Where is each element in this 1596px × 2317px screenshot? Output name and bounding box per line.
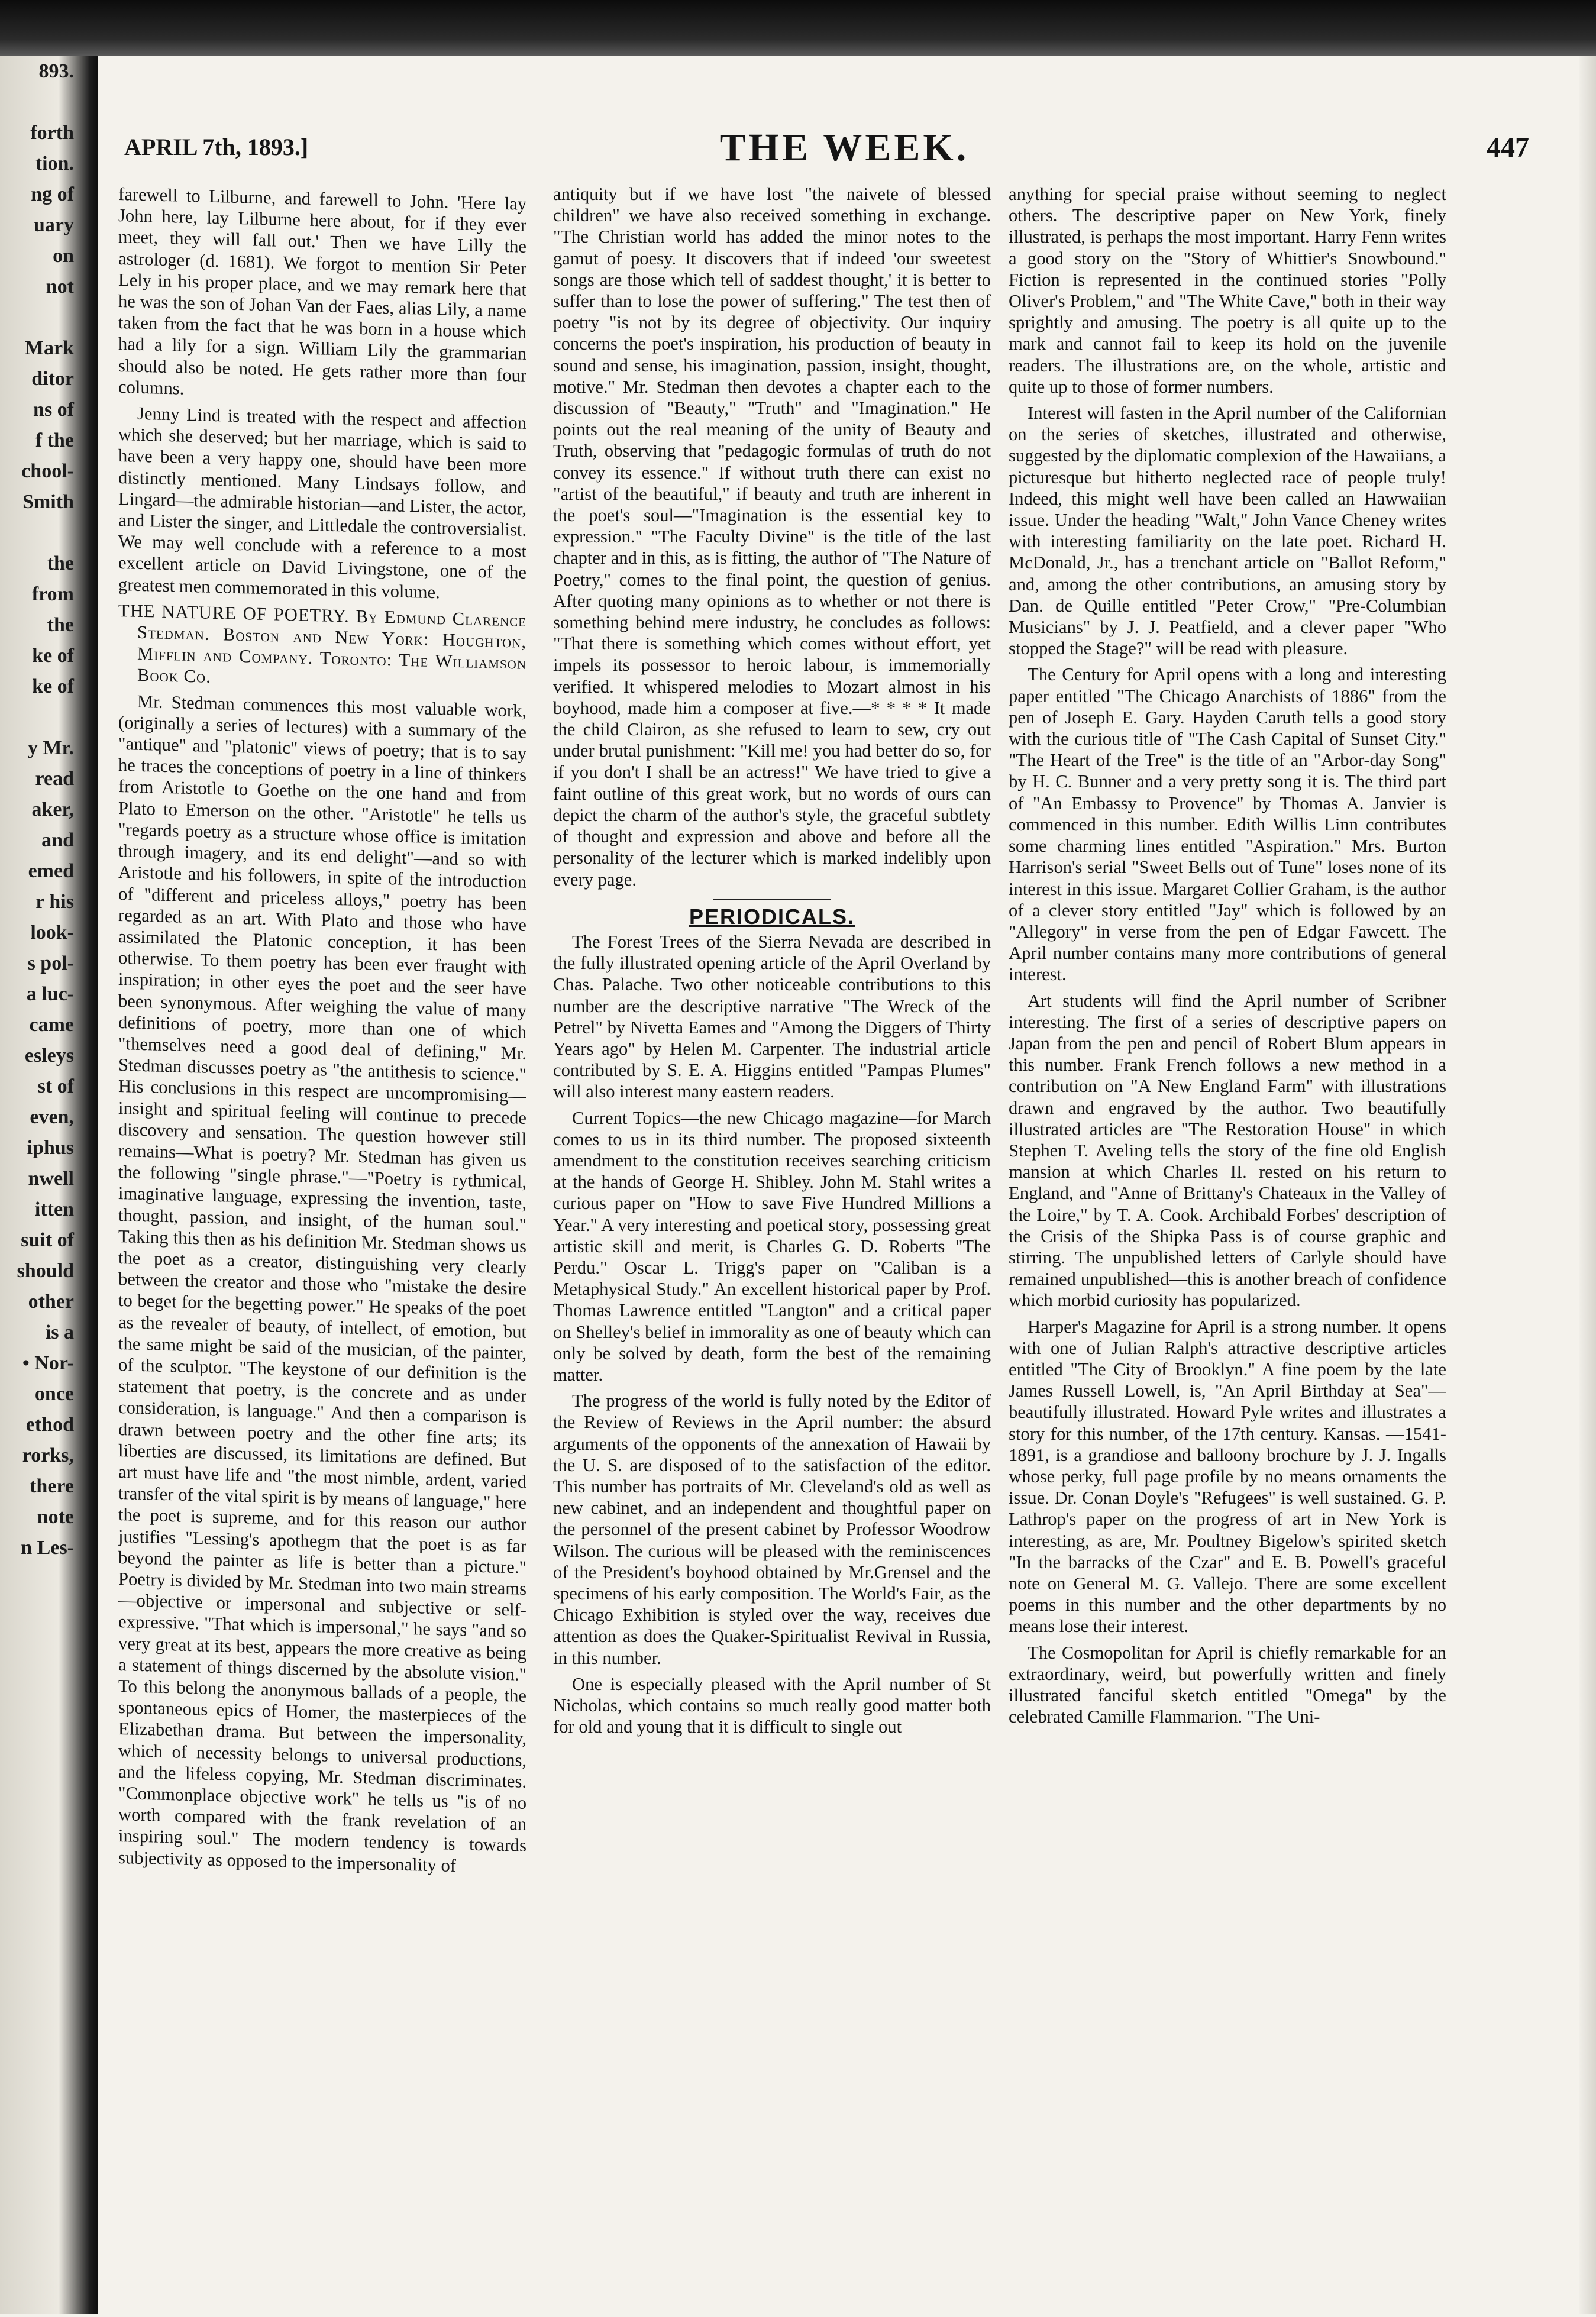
facing-page-edge	[0, 56, 98, 2314]
periodical-paragraph: Interest will fasten in the April number of the Californian on the series of sketches, illustrated and otherwise, suggested by the diplomatic complexion of the Hawaiians, a picturesque but hitherto neglected race of people truly! Indeed, this might well have been called an Hawwaiian issue. Under the heading "Walt," John Vance Cheney writes with interesting familiarity on the late poet. Richard H. McDonald, Jr., has a trenchant article on "Ballot Reform," and, among the other contributions, an amusing story by Dan. de Quille entitled "Peter Crow," "Pre-Columbian Musicians" by J. J. Peatfield, and a clever paper "Who stopped the Stage?" will be read with pleasure.	[1009, 403, 1446, 659]
article-columns	[118, 183, 1571, 2307]
periodical-paragraph: Art students will find the April number of Scribner interesting. The first of a series of descriptive papers on Japan from the pen and pencil of Robert Blum appears in this number. Frank French follows a new method in a contribution on "A New England Farm" with illustrations drawn and engraved by the author. Two beautifully illustrated articles are "The Restoration House" in which Stephen T. Aveling tells the story of the fine old English mansion at which Charles II. rested on his return to England, and "Anne of Brittany's Chateaux in the Valley of the Loire," by T. A. Cook. Archibald Forbes' description of the Crisis of the Shipka Pass is of course graphic and stirring. The unpublished letters of Carlyle should have remained unpublished—this is another breach of confidence which morbid curiosity has popularized.	[1009, 990, 1446, 1311]
periodical-paragraph: The Forest Trees of the Sierra Nevada are described in the fully illustrated opening article of the April Overland by Chas. Palache. Two other noticeable contributions to this number are the descriptive narrative "The Wreck of the Petrel" by Nivetta Eames and "Among the Diggers of Thirty Years ago" by Helen M. Carpenter. The industrial article contributed by S. E. A. Higgins entitled "Pampas Plumes" will also interest many eastern readers.	[553, 931, 991, 1102]
periodical-paragraph: One is especially pleased with the April number of St Nicholas, which contains so much really good matter both for old and young that it is difficult to single out	[553, 1673, 991, 1737]
periodical-paragraph: anything for special praise without seeming to neglect others. The descriptive paper on New York, finely illustrated, is perhaps the most important. Harry Fenn writes a good story on the "Story of Whittier's Snowbound." Fiction is represented in the continued stories "Polly Oliver's Problem," and "The White Cave," both in their way sprightly and amusing. The poetry is all quite up to the mark and cannot fail to keep its hold on the juvenile readers. The illustrations are, on the whole, artistic and quite up to those of former numbers.	[1009, 184, 1446, 397]
column-3	[1009, 183, 1446, 2307]
column-1	[118, 183, 526, 2317]
section-title-periodicals: PERIODICALS.	[689, 904, 855, 929]
page-number: 447	[1487, 132, 1529, 163]
review-paragraph: antiquity but if we have lost "the naivete of blessed children" we have also received something in exchange. "The Christian world has added the minor notes to the gamut of poesy. It discovers that if indeed 'our sweetest songs are those which tell of saddest thought,' it is better to suffer than to lose the power of suffering." The test then of poetry "is not by its degree of objectivity. Our inquiry concerns the poet's inspiration, his production of beauty in sound and sense, his imagination, passion, insight, thought, motive." Mr. Stedman then devotes a chapter each to the discussion of "Beauty," "Truth" and "Imagination." He points out the real meaning of the unity of Beauty and Truth, observing that "pedagogic formulas of truth do not convey its essence." If without truth there can exist no "artist of the beautiful," if beauty and truth are inherent in the poet's soul—"Imagination is the essential key to expression." "The Faculty Divine" is the title of the last chapter and in this, as is fitting, the author of "The Nature of Poetry," comes to the final point, the question of genius. After quoting many opinions as to whether or not there is something behind mere industry, he concludes as follows: "That there is something which comes without effort, yet impels its possessor to heroic labour, is immemorially verified. It whispered melodies to Mozart almost in his boyhood, made him a composer at five.—* * * * It made the child Clairon, as she refused to learn to sew, cry out under brutal punishment: "Kill me! you had better do so, for if you don't I shall be an actress!" We have tried to give a faint outline of this great work, but no words of ours can depict the charm of the author's style, the graceful subtlety of thought and expression and above and before all the personality of the lecturer which is marked indelibly upon every page.	[553, 184, 991, 890]
column-2	[553, 183, 991, 2307]
page-header	[118, 65, 1571, 169]
page-edge-right	[1579, 56, 1596, 2314]
book-review-heading: THE NATURE OF POETRY. By Edmund Clarence Stedman. Boston and New York: Houghton, Mifflin and Company. Toronto: The Williamson Book Co.	[118, 600, 526, 687]
issue-date: APRIL 7th, 1893.]	[124, 134, 309, 160]
facing-page-fragment: 893. forth tion. ng of uary on not Mark ditor ns of f the chool- Smith the from the ke of ke of y Mr. read aker, and emed r his look- s pol- a luc- came esleys st of even, iphus nwell itten suit of should other is a • Nor- once ethod rorks, there note n Les-	[17, 60, 74, 1559]
newspaper-page	[118, 65, 1571, 2307]
periodical-paragraph: The Cosmopolitan for April is chiefly remarkable for an extraordinary, weird, but powerfully written and finely illustrated fanciful sketch entitled "Omega" by the celebrated Camille Flammarion. "The Uni-	[1009, 1642, 1446, 1727]
periodical-paragraph: The progress of the world is fully noted by the Editor of the Review of Reviews in the April number: the absurd arguments of the opponents of the annexation of Hawaii by the U. S. are disposed of to the satisfaction of the editor. This number has portraits of Mr. Cleveland's old as well as new cabinet, and an independent and thoughtful paper on the personnel of the present cabinet by Professor Woodrow Wilson. The curious will be pleased with the reminiscences of the President's boyhood obtained by Mr.Grensel and the specimens of his early composition. The World's Fair, as the Chicago Exhibition is styled over the way, receives due attention as does the Quaker-Spiritualist Revival in Russia, in this number.	[553, 1391, 991, 1668]
periodical-paragraph: Harper's Magazine for April is a strong number. It opens with one of Julian Ralph's attractive descriptive articles entitled "The City of Brooklyn." A fine poem by the late James Russell Lowell, is, "An April Birthday at Sea"—beautifully illustrated. Howard Pyle writes and illustrates a story for this number, of the 17th century. Kansas. —1541-1891, is a grandiose and balloony brochure by J. J. Ingalls whose perky, full page profile by no means ornaments the issue. Dr. Conan Doyle's "Refugees" is well sustained. G. P. Lathrop's paper on the progress of art in New York is interesting, as are, Mr. Poultney Bigelow's spirited sketch "In the barracks of the Czar" and E. B. Powell's graceful note on General M. G. Vallejo. There are some excellent poems in this number and the other departments by no means lose their interest.	[1009, 1316, 1446, 1637]
review-paragraph: Mr. Stedman commences this most valuable work, (originally a series of lectures) with a summary of the "antique" and "platonic" views of poetry; that is to say he traces the conceptions of poetry in a line of thinkers from Aristotle to Goethe on the one hand and from Plato to Emerson on the other. "Aristotle" he tells us "regards poetry as a structure whose office is imitation through imagery, and its end delight"—and so with Aristotle and his followers, in spite of the introduction of "different and priceless alloys," poetry has been regarded as an art. With Plato and those who have assimilated the Platonic conception, it has been otherwise. To them poetry has been ever fraught with inspiration; in other eyes the poet and the seer have been synonymous. After weighing the value of many definitions of poetry, more than one of which "themselves need a good deal of defining," Mr. Stedman discusses poetry as "the antithesis to science." His conclusions in this respect are uncompromising—insight and spiritual feeling will continue to precede discovery and sensation. The question however still remains—What is poetry? Mr. Stedman has given us the following "single phrase."—"Poetry is rythmical, imaginative language, expressing the invention, taste, thought, passion, and insight, of the human soul." Taking this then as his definition Mr. Stedman shows us the poet as a creator, distinguishing very clearly between the creator and those who "mistake the desire to beget for the begetting power." He speaks of the poet as the revealer of beauty, of intellect, of emotion, but the same might be said of the musician, of the painter, of the sculptor. "The keystone of our definition is the statement that poetry, is the concrete and as under consideration, is language." And then a comparison is drawn between poetry and the other fine arts; its liberties are discussed, its limitations are defined. But art must have life and "the most nimble, ardent, varied transfer of the vital spirit is by means of language," here the poet is supreme, and for this reason our author justifies "Lessing's apothegm that the poet is as far beyond the painter as life is better than a picture." Poetry is divided by Mr. Stedman into two main streams—objective or impersonal and subjective or self-expressive. "That which is impersonal," he says "and so very great at its best, appears the more creative as being a statement of things discerned by the absolute vision." To this belong the anonymous ballads of a people, the spontaneous epics of Homer, the masterpieces of the Elizabethan drama. But between the impersonality, which of necessity belongs to universal productions, and the lifeless copying, Mr. Stedman discriminates. "Commonplace objective work" he tells us "is of no worth compared with the frank revelation of an inspiring soul." The modern tendency is towards subjectivity as opposed to the impersonality of	[118, 691, 526, 1876]
periodical-paragraph: Current Topics—the new Chicago magazine—for March comes to us in its third number. The proposed sixteenth amendment to the constitution receives searching criticism at the hands of George H. Shibley. John M. Stahl writes a curious paper on "How to save Five Hundred Millions a Year." A very interesting and poetical story, possessing great artistic skill and merit, is Charles G. D. Roberts "The Perdu." Oscar L. Trigg's paper on "Caliban is a Metaphysical Study." An excellent historical paper by Prof. Thomas Lawrence entitled "Langton" and a critical paper on Shelley's belief in immorality as one of beauty which can only be solved by death, form the best of the remaining matter.	[553, 1107, 991, 1385]
periodical-paragraph: The Century for April opens with a long and interesting paper entitled "The Chicago Anarchists of 1886" from the pen of Joseph E. Gary. Hayden Caruth tells a good story with the curious title of "The Cash Capital of Sunset City." "The Heart of the Tree" is the title of an "Arbor-day Song" by H. C. Bunner and a very pretty song it is. The third part of "An Embassy to Provence" by Thomas A. Janvier is commenced in this number. Edith Willis Linn contributes some charming lines entitled "Aspiration." Mrs. Burton Harrison's serial "Sweet Bells out of Tune" loses none of its interest in this issue. Margaret Collier Graham, is the author of a clever story entitled "Jay" which is followed by an "Allegory" in verse from the pen of Edgar Fawcett. The April number contains many more contributions of general interest.	[1009, 664, 1446, 985]
masthead-title: THE WEEK.	[719, 126, 970, 169]
scan-shadow-top	[0, 0, 1596, 56]
section-divider	[713, 899, 831, 900]
review-paragraph: farewell to Lilburne, and farewell to John. 'Here lay John here, lay Lilburne here about, for if they ever meet, they will fall out.' Then we have Lilly the astrologer (d. 1681). We forgot to mention Sir Peter Lely in his proper place, and we may remark here that he was the son of Johan Van der Faes, alias Lily, a name taken from the fact that he was born in a house which had a lily for a sign. William Lily the grammarian should also be noted. He gets rather more than four columns.	[118, 184, 526, 399]
review-paragraph: Jenny Lind is treated with the respect and affection which she deserved; but her marriage, which is said to have been a very happy one, should have been more distinctly mentioned. Many Lindsays follow, and Lingard—the admirable historian—and Lister, the actor, and Lister the singer, and Littledale the controversialist. We may well conclude with a reference to a most excellent article on David Livingstone, one of the greatest men commemorated in this volume.	[118, 403, 526, 602]
